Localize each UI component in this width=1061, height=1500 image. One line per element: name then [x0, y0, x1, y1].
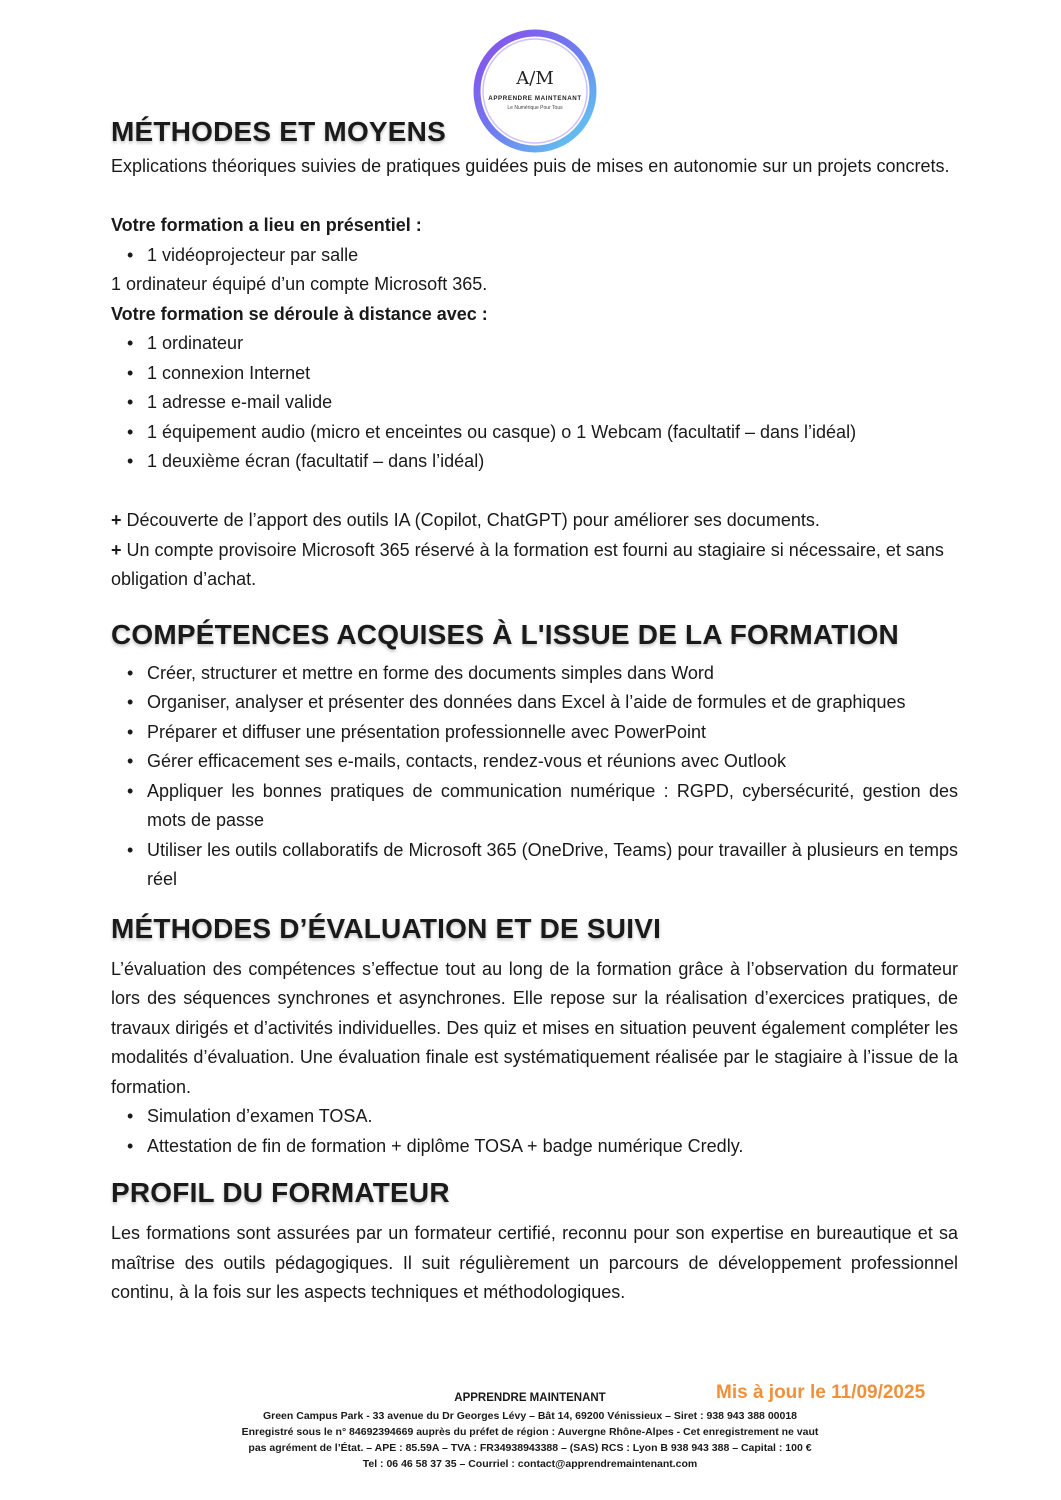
evaluation-text: L’évaluation des compétences s’effectue tout au long de la formation grâce à l’observation du formateur lors des séquences synchrones et asynchrones. Elle repose sur la réalisation d’exercices pratiques, de travaux dirigés et d’activités individuelles. Des quiz et mises en situation peuvent également compléter les modalités d’évaluation. Une évaluation finale est systématiquement réalisée par le stagiaire à l’issue de la formation. [111, 958, 958, 1097]
evaluation-list [111, 1102, 958, 1161]
section-title-competences: COMPÉTENCES ACQUISES À L'ISSUE DE LA FORMATION [111, 618, 899, 650]
footer [180, 1390, 880, 1472]
list-item: • Appliquer les bonnes pratiques de communication numérique : RGPD, cybersécurité, gestion des mots de passe [147, 777, 958, 836]
logo-monogram: A/M [516, 68, 554, 89]
list-item: • Gérer efficacement ses e-mails, contacts, rendez-vous et réunions avec Outlook [147, 747, 958, 777]
list-item: • Préparer et diffuser une présentation professionnelle avec PowerPoint [147, 718, 958, 748]
list-item: • 1 équipement audio (micro et enceintes ou casque) o 1 Webcam (facultatif – dans l’idéal) [147, 418, 958, 448]
competences-list [111, 659, 958, 895]
footer-line: Tel : 06 46 58 37 35 – Courriel : contact@apprendremaintenant.com [362, 1458, 698, 1470]
footer-company: APPRENDRE MAINTENANT [454, 1392, 606, 1404]
list-item: • 1 vidéoprojecteur par salle [147, 241, 958, 271]
distance-list [111, 329, 958, 477]
presentiel-list [111, 241, 958, 271]
list-item: • 1 connexion Internet [147, 359, 958, 389]
section-title-methodes: MÉTHODES ET MOYENS [111, 116, 446, 147]
footer-line: Green Campus Park - 33 avenue du Dr Georges Lévy – Bât 14, 69200 Vénissieux – Siret : 938 943 388 00018 [262, 1410, 798, 1422]
list-item: • Simulation d’examen TOSA. [147, 1102, 958, 1132]
presentiel-heading: Votre formation a lieu en présentiel : [111, 215, 422, 235]
plus-sign: + [111, 539, 122, 560]
logo-tagline: Le Numérique Pour Tous [507, 105, 563, 111]
extra-ai: + Découverte de l’apport des outils IA (Copilot, ChatGPT) pour améliorer ses documents. [111, 510, 820, 530]
footer-line: Enregistré sous le n° 84692394669 auprès du préfet de région : Auvergne Rhône-Alpes - Cet enregistrement ne vaut [241, 1426, 819, 1438]
profil-text: Les formations sont assurées par un formateur certifié, reconnu pour son expertise en bureautique et sa maîtrise des outils pédagogiques. Il suit régulièrement un parcours de développement professionnel continu, à la fois sur les aspects techniques et méthodologiques. [111, 1223, 958, 1302]
list-item: • 1 deuxième écran (facultatif – dans l’idéal) [147, 447, 958, 477]
list-item: • Attestation de fin de formation + diplôme TOSA + badge numérique Credly. [147, 1132, 958, 1162]
logo-name: APPRENDRE MAINTENANT [488, 95, 582, 102]
document-body [111, 112, 958, 1308]
methodes-intro: Explications théoriques suivies de pratiques guidées puis de mises en autonomie sur un projets concrets. [111, 156, 950, 176]
list-item: • 1 ordinateur [147, 329, 958, 359]
update-date: Mis à jour le 11/09/2025 [716, 1382, 926, 1403]
section-title-evaluation: MÉTHODES D’ÉVALUATION ET DE SUIVI [111, 912, 662, 944]
list-item: • Créer, structurer et mettre en forme des documents simples dans Word [147, 659, 958, 689]
list-item: • Organiser, analyser et présenter des données dans Excel à l’aide de formules et de graphiques [147, 688, 958, 718]
distance-heading: Votre formation se déroule à distance avec : [111, 303, 488, 324]
plus-sign: + [111, 510, 122, 530]
extra-account: + Un compte provisoire Microsoft 365 réservé à la formation est fourni au stagiaire si nécessaire, et sans obligation d’achat. [111, 539, 944, 589]
section-title-profil: PROFIL DU FORMATEUR [111, 1177, 450, 1208]
footer-line: pas agrément de l’État. – APE : 85.59A – TVA : FR34938943388 – (SAS) RCS : Lyon B 938 943 388 – Capital : 100 € [248, 1442, 812, 1454]
list-item: • 1 adresse e-mail valide [147, 388, 958, 418]
presentiel-note: 1 ordinateur équipé d’un compte Microsoft 365. [111, 274, 488, 294]
list-item: • Utiliser les outils collaboratifs de Microsoft 365 (OneDrive, Teams) pour travailler à plusieurs en temps réel [147, 836, 958, 895]
